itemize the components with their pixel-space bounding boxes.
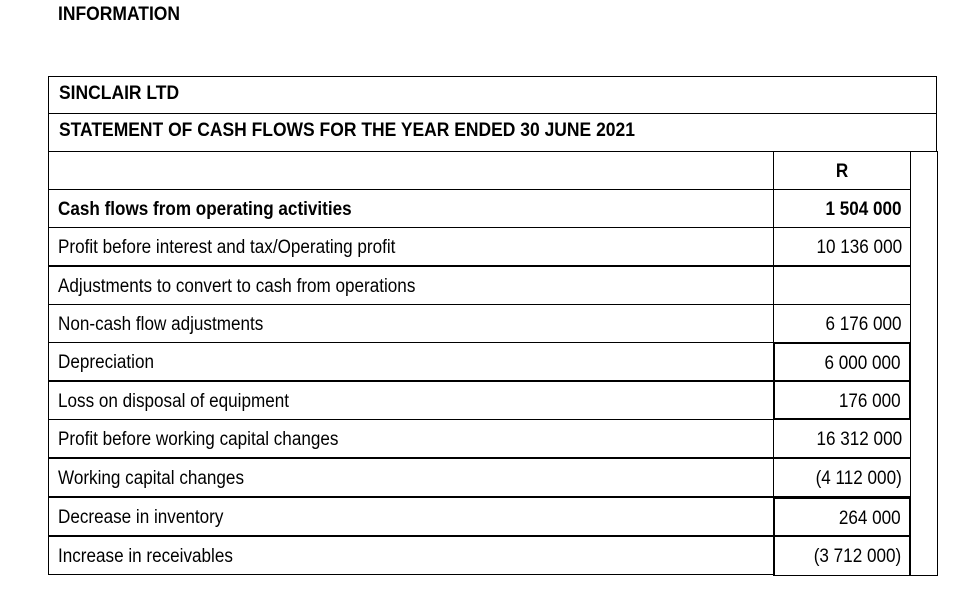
column-header-currency: R	[835, 161, 849, 182]
row-label: Depreciation	[58, 352, 155, 373]
row-value: 6 000 000	[824, 353, 901, 374]
company-name-row	[48, 76, 937, 114]
row-label: Working capital changes	[58, 468, 244, 489]
row-label: Cash flows from operating activities	[58, 199, 352, 220]
company-name: SINCLAIR LTD	[59, 83, 180, 104]
header-description-cell	[48, 151, 773, 190]
header-value-cell	[773, 151, 911, 190]
row-label: Adjustments to convert to cash from operations	[58, 276, 416, 297]
statement-title: STATEMENT OF CASH FLOWS FOR THE YEAR ENDED 30 JUNE 2021	[59, 120, 635, 141]
row-value: (4 112 000)	[815, 468, 902, 489]
row-value: 176 000	[839, 391, 901, 412]
row-label: Decrease in inventory	[58, 507, 224, 528]
page-heading: INFORMATION	[58, 4, 181, 25]
row-value: 1 504 000	[825, 199, 902, 220]
row-value: 10 136 000	[816, 237, 902, 258]
row-value: 16 312 000	[816, 429, 902, 450]
row-value: 6 176 000	[825, 314, 902, 335]
statement-title-row	[48, 113, 937, 152]
row-label: Loss on disposal of equipment	[58, 391, 290, 412]
row-value: 264 000	[839, 508, 901, 529]
table-right-margin-column	[911, 151, 938, 576]
row-label: Profit before working capital changes	[58, 429, 339, 450]
row-label: Increase in receivables	[58, 546, 233, 567]
row-value: (3 712 000)	[813, 546, 901, 567]
row-label: Profit before interest and tax/Operating profit	[58, 237, 396, 258]
row-label: Non-cash flow adjustments	[58, 314, 264, 335]
